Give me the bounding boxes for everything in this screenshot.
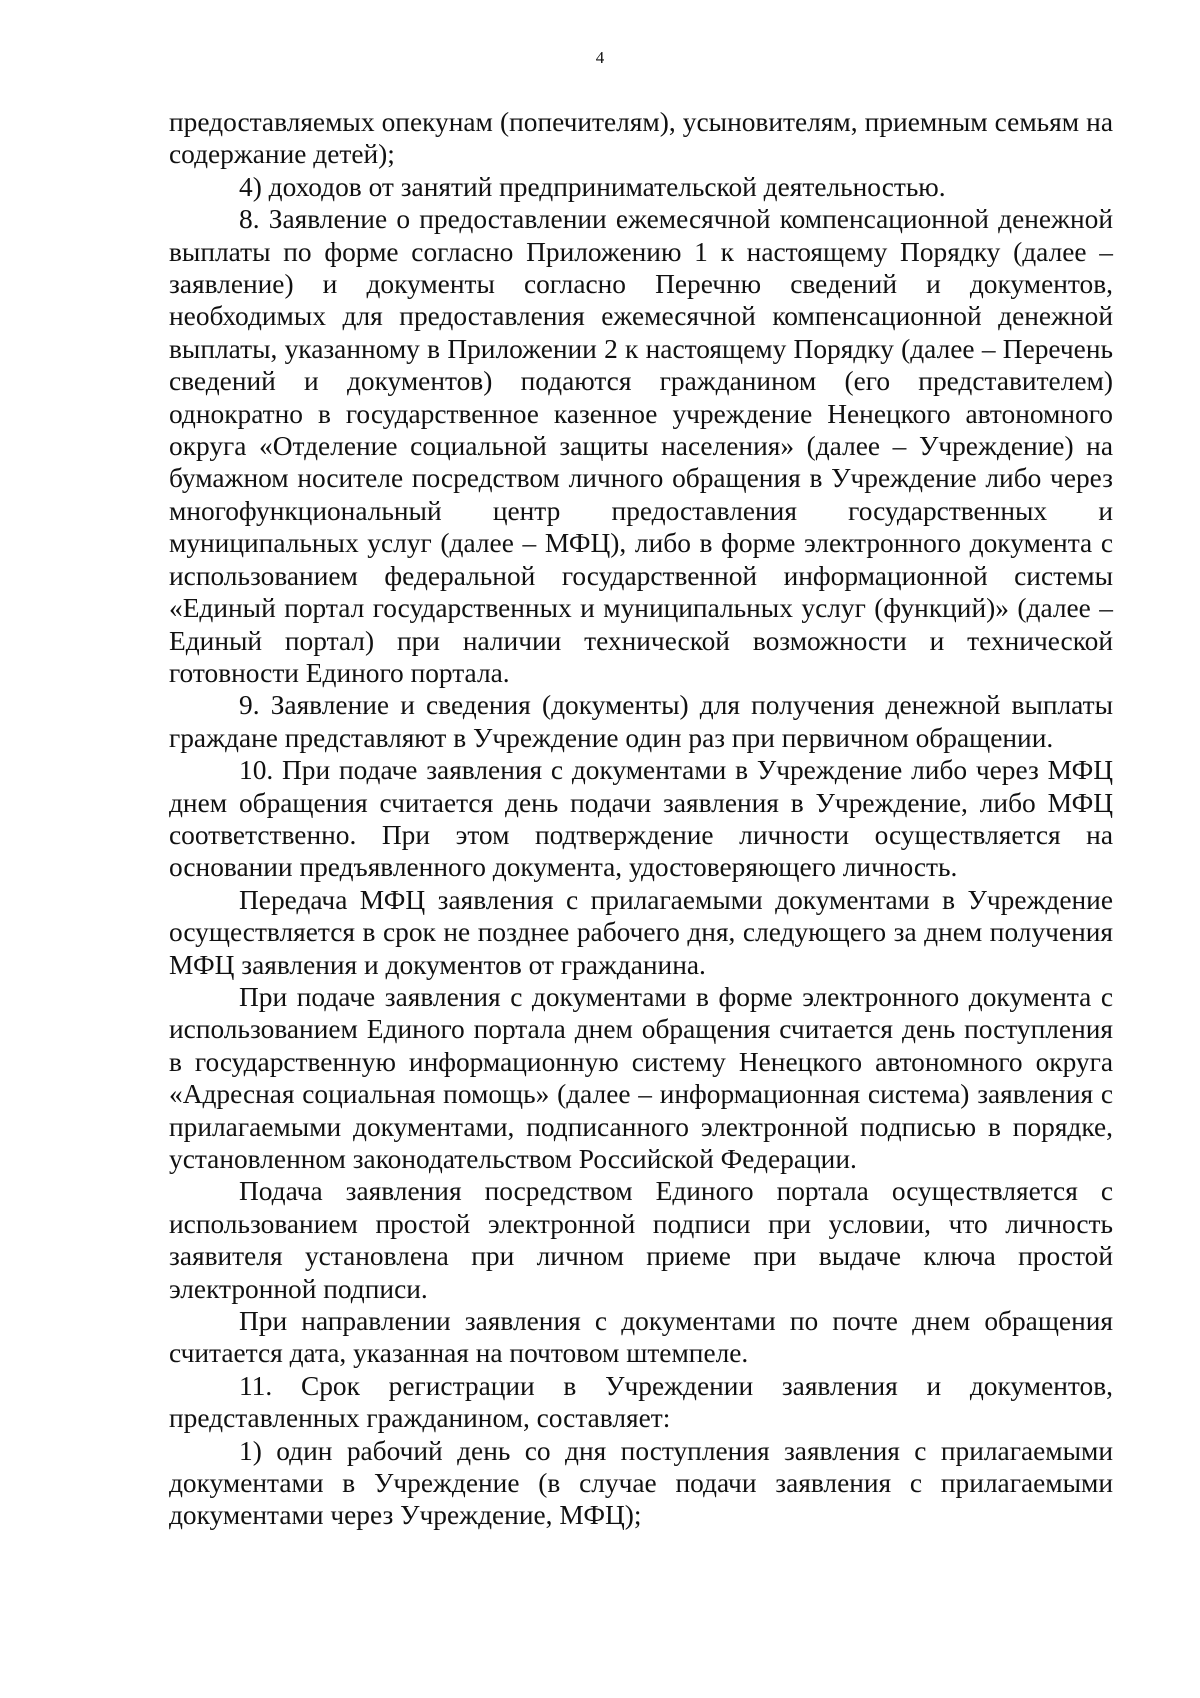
paragraph-continuation: предоставляемых опекунам (попечителям), усыновителям, приемным семьям на содержание детей); <box>169 107 1113 170</box>
paragraph-clause-8: 8. Заявление о предоставлении ежемесячной компенсационной денежной выплаты по форме согласно Приложению 1 к настоящему Порядку (далее – заявление) и документы согласно Перечню сведений и документов, необходимых для предоставления ежемесячной компенсационной денежной выплаты, указанному в Приложении 2 к настоящему Порядку (далее – Перечень сведений и документов) подаются гражданином (его представителем) однократно в государственное казенное учреждение Ненецкого автономного округа «Отделение социальной защиты населения» (далее – Учреждение) на бумажном носителе посредством личного обращения в Учреждение либо через многофункциональный центр предоставления государственных и муниципальных услуг (далее – МФЦ), либо в форме электронного документа с использованием федеральной государственной информационной системы «Единый портал государственных и муниципальных услуг (функций)» (далее – Единый портал) при наличии технической возможности и технической готовности Единого портала. <box>169 204 1113 688</box>
paragraph-portal-signature: Подача заявления посредством Единого портала осуществляется с использованием простой электронной подписи при условии, что личность заявителя установлена при личном приеме при выдаче ключа простой электронной подписи. <box>169 1176 1113 1304</box>
paragraph-clause-9: 9. Заявление и сведения (документы) для получения денежной выплаты граждане представляют в Учреждение один раз при первичном обращении. <box>169 690 1113 753</box>
paragraph-clause-11: 11. Срок регистрации в Учреждении заявления и документов, представленных гражданином, составляет: <box>169 1370 1113 1434</box>
document-body <box>169 106 1113 1532</box>
paragraph-item-4: 4) доходов от занятий предпринимательской деятельностью. <box>239 171 946 202</box>
page-number: 4 <box>595 48 605 67</box>
paragraph-postal-submission: При направлении заявления с документами по почте днем обращения считается дата, указанная на почтовом штемпеле. <box>169 1306 1113 1369</box>
paragraph-item-1: 1) один рабочий день со дня поступления заявления с прилагаемыми документами в Учреждение (в случае подачи заявления с прилагаемыми документами через Учреждение, МФЦ); <box>169 1435 1113 1531</box>
paragraph-mfc-transfer: Передача МФЦ заявления с прилагаемыми документами в Учреждение осуществляется в срок не позднее рабочего дня, следующего за днем получения МФЦ заявления и документов от гражданина. <box>169 884 1113 980</box>
paragraph-clause-10: 10. При подаче заявления с документами в Учреждение либо через МФЦ днем обращения считается день подачи заявления в Учреждение, либо МФЦ соответственно. При этом подтверждение личности осуществляется на основании предъявленного документа, удостоверяющего личность. <box>169 755 1113 883</box>
paragraph-electronic-submission: При подаче заявления с документами в форме электронного документа с использованием Единого портала днем обращения считается день поступления в государственную информационную систему Ненецкого автономного округа «Адресная социальная помощь» (далее – информационная система) заявления с прилагаемыми документами, подписанного электронной подписью в порядке, установленном законодательством Российской Федерации. <box>169 981 1113 1174</box>
